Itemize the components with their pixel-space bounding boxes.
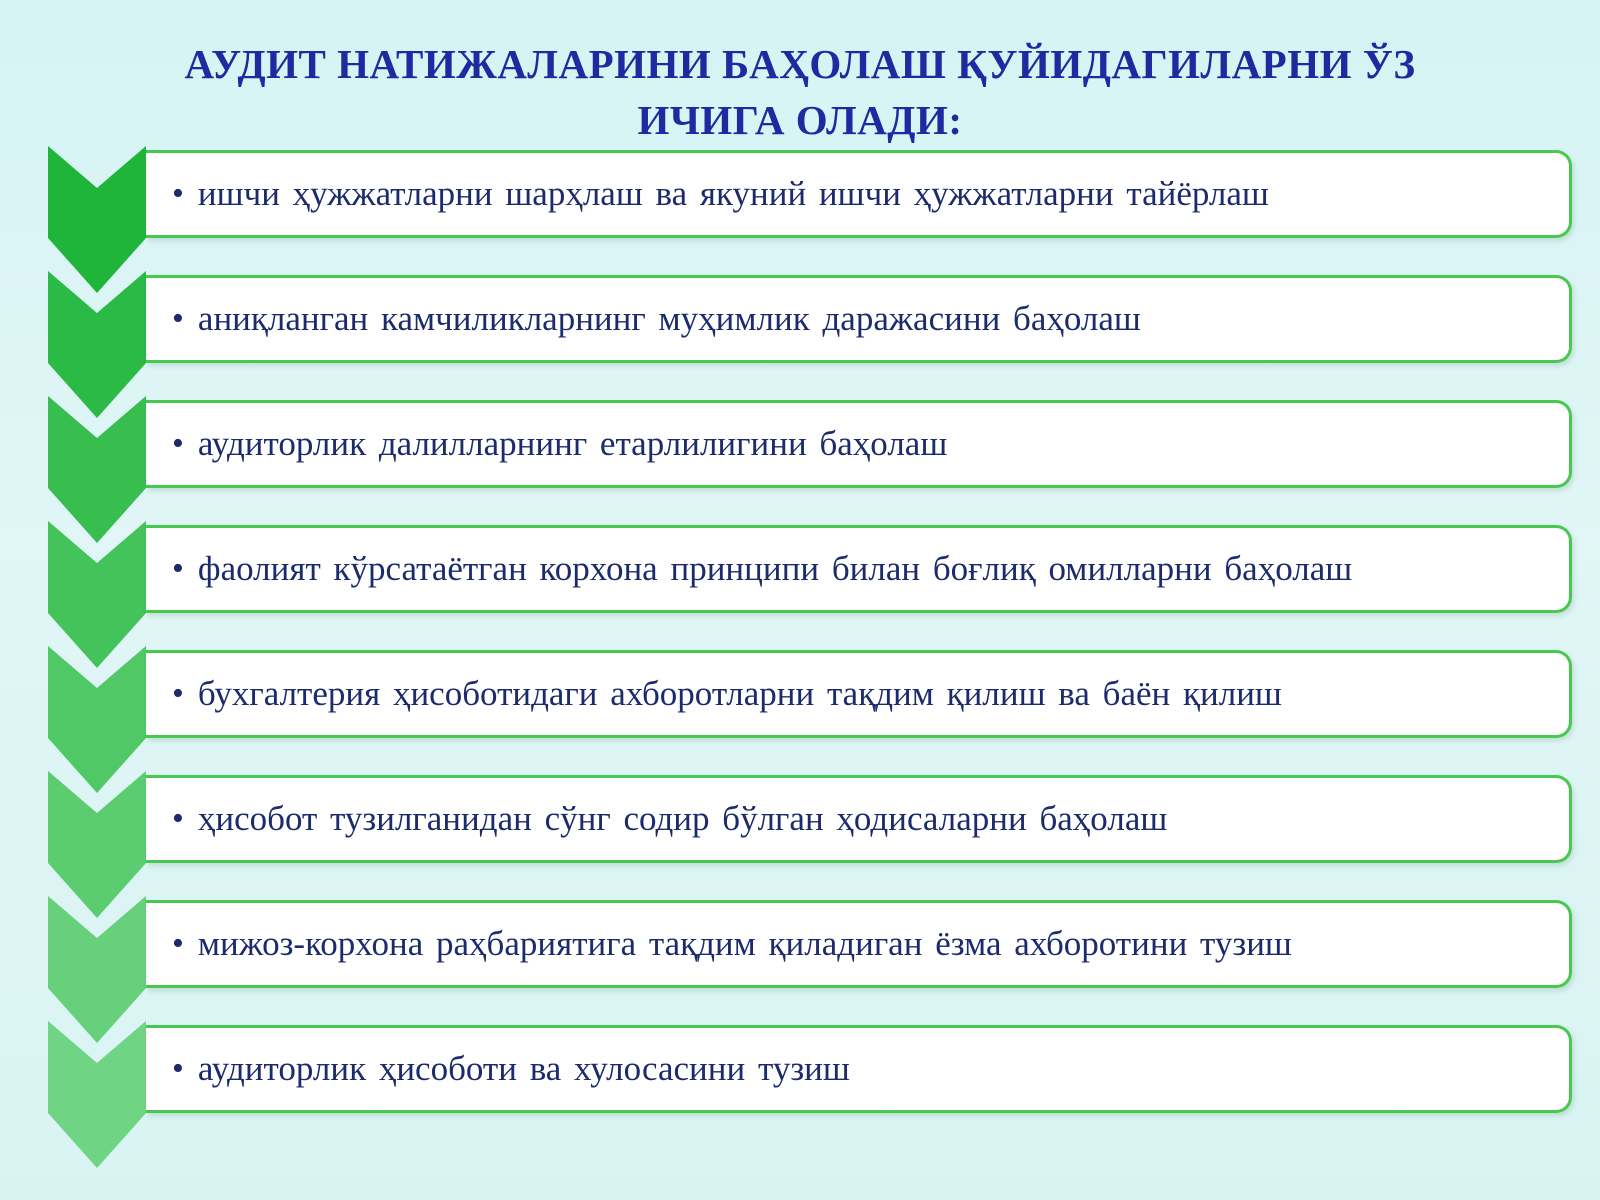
step-text: бухгалтерия ҳисоботидаги ахборотларни тақдим қилиш ва баён қилиш bbox=[197, 674, 1282, 713]
bullet-icon: • bbox=[172, 300, 184, 337]
step-text: мижоз-корхона раҳбариятига тақдим қиладиган ёзма ахборотини тузиш bbox=[197, 924, 1292, 963]
bullet-icon: • bbox=[172, 425, 184, 462]
title-line-1: АУДИТ НАТИЖАЛАРИНИ БАҲОЛАШ ҚУЙИДАГИЛАРНИ ЎЗ bbox=[184, 41, 1416, 87]
bullet-icon: • bbox=[172, 925, 184, 962]
step-text: аудиторлик ҳисоботи ва хулосасини тузиш bbox=[197, 1049, 850, 1088]
step-text: аудиторлик далилларнинг етарлилигини баҳолаш bbox=[197, 424, 948, 463]
step-item-2 bbox=[146, 275, 1572, 363]
step-item-3 bbox=[146, 400, 1572, 488]
step-text: ҳисобот тузилганидан сўнг содир бўлган ҳодисаларни баҳолаш bbox=[197, 799, 1168, 838]
step-item-5 bbox=[146, 650, 1572, 738]
step-text: аниқланган камчиликларнинг муҳимлик даражасини баҳолаш bbox=[197, 299, 1141, 338]
step-item-1 bbox=[146, 150, 1572, 238]
bullet-icon: • bbox=[172, 550, 184, 587]
bullet-icon: • bbox=[172, 175, 184, 212]
step-item-4 bbox=[146, 525, 1572, 613]
title-line-2: ИЧИГА ОЛАДИ: bbox=[637, 97, 963, 143]
bullet-icon: • bbox=[172, 800, 184, 837]
step-text: ишчи ҳужжатларни шарҳлаш ва якуний ишчи ҳужжатларни тайёрлаш bbox=[197, 174, 1269, 213]
step-item-8 bbox=[146, 1025, 1572, 1113]
bullet-icon: • bbox=[172, 1050, 184, 1087]
step-text: фаолият кўрсатаётган корхона принципи билан боғлиқ омилларни баҳолаш bbox=[197, 549, 1353, 588]
step-item-7 bbox=[146, 900, 1572, 988]
bullet-icon: • bbox=[172, 675, 184, 712]
step-item-6 bbox=[146, 775, 1572, 863]
